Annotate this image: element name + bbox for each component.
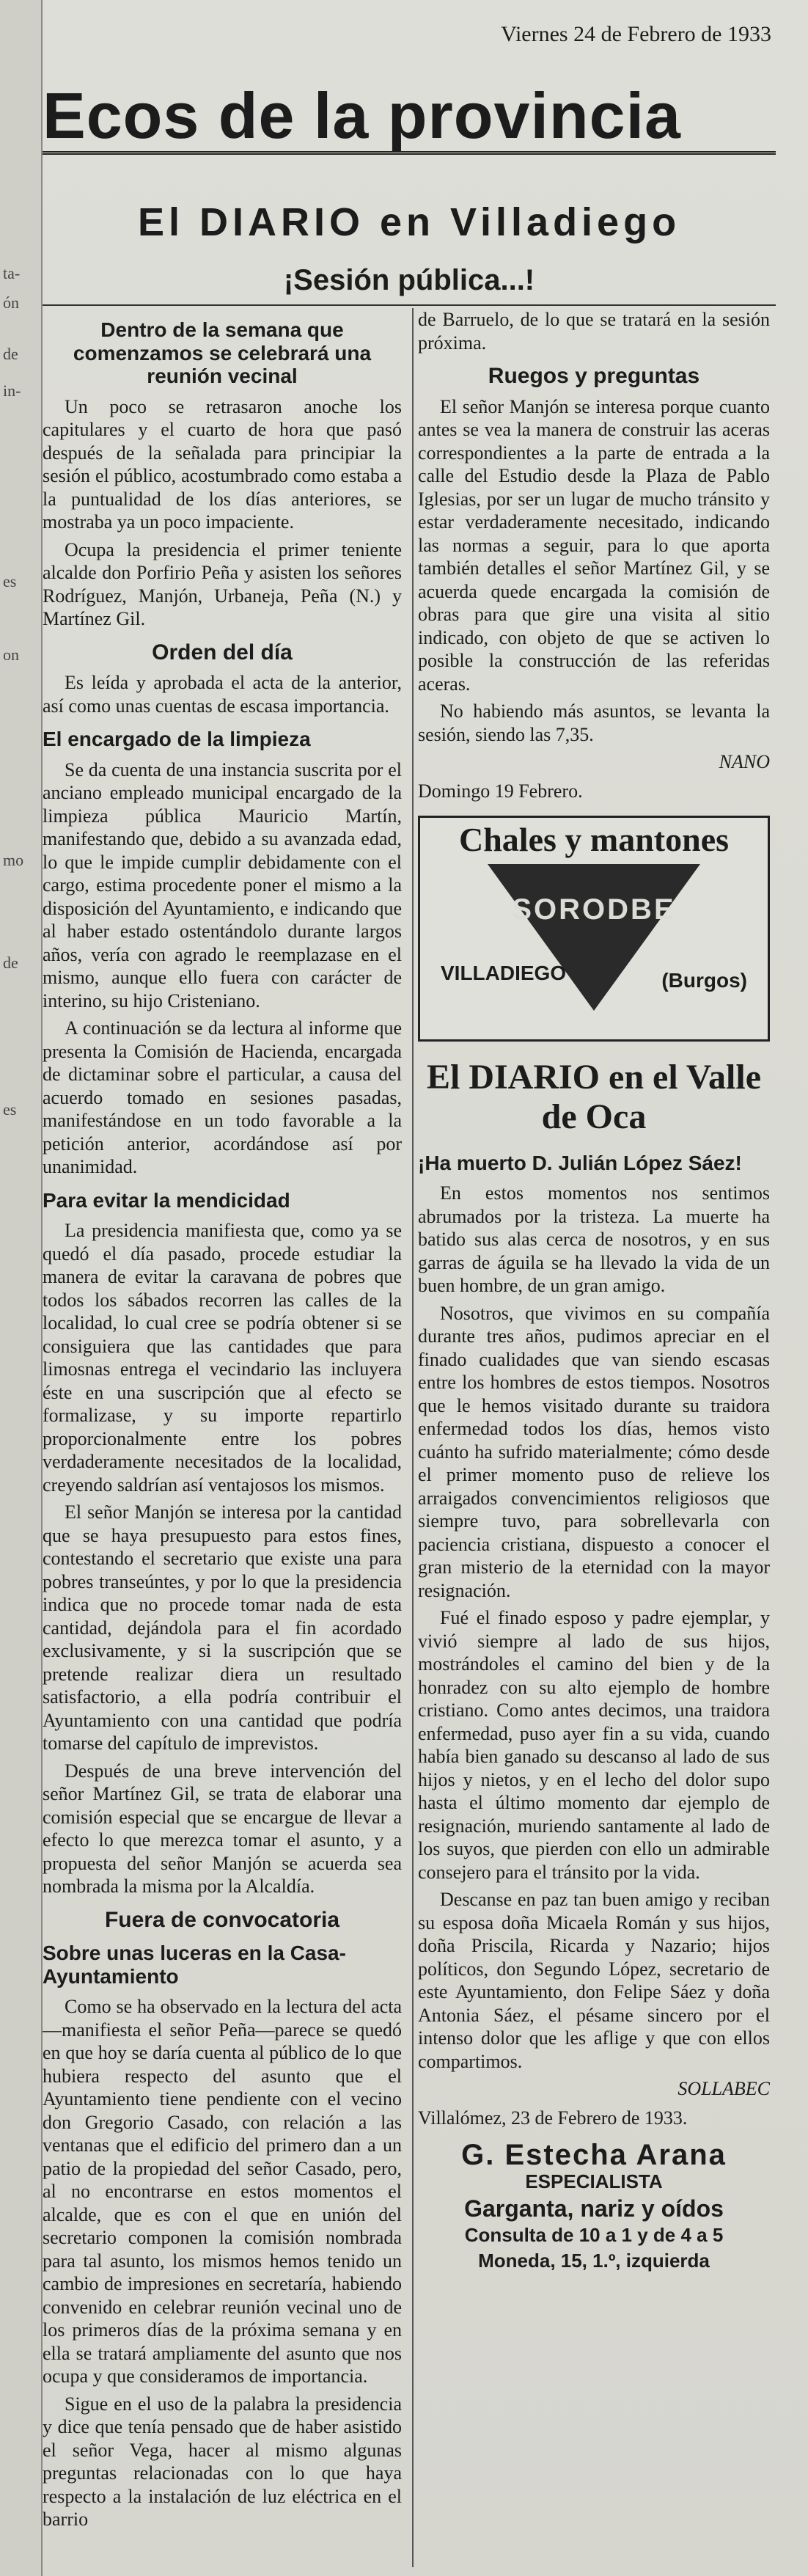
left-column: [43, 308, 414, 2567]
article-heading: El encargado de la limpieza: [43, 728, 311, 750]
paragraph: El señor Manjón se interesa porque cuanto antes se vea la manera de construir las aceras correspondientes a la parte de entrada a la calle del Estudio desde la Plaza de Pablo Iglesias, por ser un lugar de mucho tránsito y estar verdaderamente necesitado, indicando las normas a seguir, para lo que aporta también detalles el señor Martínez Gil, y se acuerda quede encargada la comisión de obras para que gire una visita al sitio indicado, con objeto de que se activen lo posible la construcción de las referidas aceras.: [418, 395, 770, 695]
paragraph: Se da cuenta de una instancia suscrita por el anciano empleado municipal encargado de la limpieza pública Mauricio Martín, manifestando que, debido a su avanzada edad, lo que le impide cumplir debidamente con el cargo, estima procedente poner el mismo a la disposición del Ayuntamiento, e indicando que al haber estado ostentándolo durante largos años, vería con agrado le reemplazase en el mismo, aunque ello fuera con carácter de interino, su hijo Cristeniano.: [43, 758, 402, 1011]
signature: SOLLABEC: [677, 2078, 770, 2099]
right-column: [418, 308, 770, 2567]
left-column-edge: [0, 0, 43, 2576]
edge-fragment: ón: [3, 293, 19, 312]
paragraph: Después de una breve intervención del señor Martínez Gil, se trata de elaborar una comisión especial que se encargue de llevar a efecto lo que merezca tomar el asunto, y a propuesta del señor Manjón se acuerda sea nombrada la misma por la Alcaldía.: [43, 1760, 402, 1897]
edge-fragment: de: [3, 954, 18, 972]
article-heading: Sobre unas luceras en la Casa-Ayuntamiento: [43, 1942, 346, 1988]
article-heading: Orden del día: [152, 640, 293, 665]
ad-town: VILLADIEGO: [441, 962, 567, 984]
paragraph: En estos momentos nos sentimos abrumados por la tristeza. La muerte ha batido sus alas cerca de nosotros, y en sus garras de águila se ha llevado la vida de un buen hombre, de un gran amigo.: [418, 1182, 770, 1296]
dateline: Villalómez, 23 de Febrero de 1933.: [418, 2107, 688, 2129]
paragraph: Nosotros, que vivimos en su compañía durante tres años, pudimos apreciar en el finado cualidades que van siendo escasas entre los hombres de estos tiempos. Nosotros que le hemos visitado durante su traidora enfermedad todos los días, hemos visto cuánto ha sufrido materialmente; cómo desde el primer momento puso de relieve los arraigados convencimientos religiosos que siempre tuvo, para sobrellevarla con paciencia cristiana, dispuesto a conocer el gran misterio de la eternidad con la mayor resignación.: [418, 1302, 770, 1601]
paragraph: A continuación se da lectura al informe que presenta la Comisión de Hacienda, encargada de dictaminar sobre el particular, a causa del acuerdo tomado en sesiones pasadas, manifestándose en un todo favorable a la petición anterior, acordándose así por unanimidad.: [43, 1017, 402, 1177]
paragraph: El señor Manjón se interesa por la cantidad que se haya presupuesto para estos fines, contestando el secretario que existe una para pobres transeúntes, y por lo que la presidencia indica que no procede tomar nada de esta cantidad, dejándola para el fin acordado exclusivamente, y si la suscripción que se pretende realizar diera un resultado satisfactorio, a ella podría contribuir el Ayuntamiento con una cantidad que podría tomarse del capítulo de imprevistos.: [43, 1501, 402, 1754]
ad-title: Chales y mantones: [458, 821, 730, 858]
article-heading: Ruegos y preguntas: [488, 364, 700, 388]
paragraph: Es leída y aprobada el acta de la anterior, así como unas cuentas de escasa importancia.: [43, 672, 402, 717]
dateline: Domingo 19 Febrero.: [418, 780, 583, 802]
card-line: Consulta de 10 a 1 y de 4 a 5: [464, 2223, 724, 2246]
paragraph: Ocupa la presidencia el primer teniente alcalde don Porfirio Peña y asisten los señores Rodríguez, Manjón, Urbaneja, Peña (N.) y Martínez Gil.: [43, 538, 402, 629]
paragraph: No habiendo más asuntos, se levanta la sesión, siendo las 7,35.: [418, 700, 770, 745]
article-heading: Dentro de la semana que comenzamos se celebrará una reunión vecinal: [73, 318, 372, 387]
paragraph: de Barruelo, de lo que se tratará en la sesión próxima.: [418, 309, 770, 354]
section-title: El DIARIO en el Valle de Oca: [426, 1057, 762, 1136]
card-line: Garganta, nariz y oídos: [464, 2195, 724, 2222]
edge-fragment: es: [3, 572, 17, 590]
paragraph: Fué el finado esposo y padre ejemplar, y vivió siempre al lado de sus hijos, mostrándoles el camino del bien y de la honradez con su alto ejemplo de hombre cristiano. Como antes decimos, una traidora enfermedad, puso ayer fin a su vida, cuando había bien ganado su descanso al lado de sus hijos y nietos, y en el lecho del dolor supo hasta el último momento dar ejemplo de resignación, muriendo santamente al lado de los suyos, que pierden con ello un admirable consejero para el tránsito por la vida.: [418, 1607, 770, 1883]
signature: NANO: [719, 751, 770, 772]
business-card-ad: [418, 2139, 770, 2273]
paragraph: Sigue en el uso de la palabra la presidencia y dice que tenía pensado que de haber asistido el señor Vega, hacer al mismo algunas preguntas relacionadas con lo que haya respecto a la instalación de luz eléctrica en el barrio: [43, 2393, 402, 2530]
edge-fragment: ta-: [3, 264, 21, 282]
advertisement: [418, 816, 770, 1042]
section-subhead: El DIARIO en Villadiego: [137, 200, 681, 244]
edge-fragment: de: [3, 345, 18, 363]
divider: [43, 304, 776, 306]
card-specialty: ESPECIALISTA: [525, 2170, 663, 2192]
card-line: Moneda, 15, 1.º, izquierda: [478, 2250, 710, 2272]
paragraph: Como se ha observado en la lectura del acta—manifiesta el señor Peña—parece se quedó en que hoy se daría cuenta al público de lo que hubiera respecto del asunto que el Ayuntamiento tiene pendiente con el vecino don Gregorio Casado, con relación a las ventanas que el edificio del primero dan a un patio de la propiedad del señor Casado, pero, al no encontrarse en estos momentos el alcalde, que es con el que en unión del secretario componen la comisión nombrada para tal asunto, los mismos hemos tenido un cambio de impresiones en secretaría, habiendo convenido en celebrar reunión vecinal uno de los primeros días de la próxima semana y en ella se tratará ampliamente del asunto que nos ocupa y que consideramos de importancia.: [43, 1996, 402, 2387]
page-title: Ecos de la provincia: [43, 81, 776, 155]
ad-province: (Burgos): [661, 969, 747, 992]
card-name: G. Estecha Arana: [461, 2139, 727, 2171]
article-heading: ¡Ha muerto D. Julián López Sáez!: [418, 1151, 742, 1174]
paragraph: Un poco se retrasaron anoche los capitulares y el cuarto de hora que pasó después de la señalada para principiar la sesión el público, acostumbrado como estaba a la puntualidad de los días anteriores, se mostraba ya un poco impaciente.: [43, 395, 402, 533]
header-date: Viernes 24 de Febrero de 1933: [501, 22, 771, 46]
edge-fragment: in-: [3, 381, 21, 400]
paragraph: Descanse en paz tan buen amigo y reciban su esposa doña Micaela Román y sus hijos, doña Priscila, Ricarda y Nazario; hijos políticos, don Segundo López, secretario de este Ayuntamiento, don Felipe Sáez y doña Antonia Sáez, el pésame sincero por el intenso dolor que les aflige y que con ellos compartimos.: [418, 1889, 770, 2072]
edge-fragment: mo: [3, 851, 24, 869]
kicker-heading: ¡Sesión pública...!: [283, 264, 535, 296]
edge-fragment: es: [3, 1100, 17, 1119]
edge-fragment: on: [3, 645, 19, 664]
ad-brand: SORODBE: [512, 893, 676, 926]
article-heading: Fuera de convocatoria: [104, 1907, 340, 1932]
ad-body: [433, 860, 754, 1029]
paragraph: La presidencia manifiesta que, como ya se quedó el día pasado, procede estudiar la manera de evitar la caravana de pobres que todos los sábados recorren las calles de la localidad, lo cual cree se podría obtener si se consiguiera que las cantidades que para limosnas entrega el vecindario las incluyera éste en una suscripción que al efecto se formalizase, y su importe repartirlo proporcionalmente entre los pobres verdaderamente necesitados de la localidad, creyendo saldrían así ventajosos los mismos.: [43, 1220, 402, 1496]
article-heading: Para evitar la mendicidad: [43, 1188, 290, 1212]
